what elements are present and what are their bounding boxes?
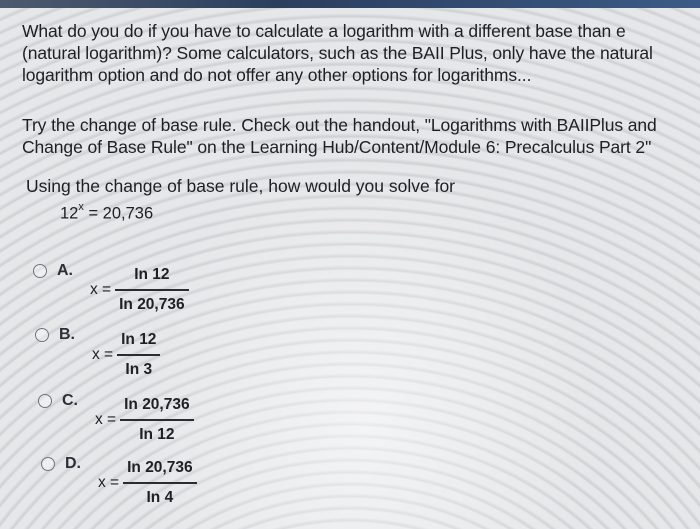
option-c-formula: [95, 396, 194, 444]
equation-base: 12: [60, 204, 79, 223]
radio-option-d[interactable]: [41, 457, 55, 471]
option-c[interactable]: [38, 392, 78, 410]
option-b-denominator: In 3: [125, 360, 153, 378]
option-a-numerator: In 12: [134, 266, 170, 283]
radio-option-a[interactable]: [33, 264, 47, 278]
option-b-fraction: [117, 331, 160, 379]
option-d-letter: D.: [65, 455, 81, 472]
hint-line-2: Change of Base Rule" on the Learning Hub/Content/Module 6: Precalculus Part 2": [22, 137, 652, 157]
option-d-numerator: In 20,736: [127, 459, 193, 476]
option-a-letter: A.: [57, 262, 73, 279]
option-b[interactable]: [35, 326, 75, 344]
option-d-formula: [98, 459, 197, 507]
option-d-lhs: x =: [98, 473, 120, 491]
option-d-denominator: In 4: [146, 488, 174, 506]
option-a-formula: [90, 266, 189, 314]
option-b-letter: B.: [59, 326, 75, 343]
intro-line-3: logarithm option and do not offer any other options for logarithms...: [22, 65, 532, 85]
option-c-denominator: In 12: [139, 425, 175, 443]
option-b-formula: [92, 331, 160, 379]
equation-exponent: x: [78, 201, 84, 213]
option-c-fraction: [120, 396, 194, 444]
option-a-lhs: x =: [90, 280, 112, 298]
option-a[interactable]: [33, 262, 73, 280]
hint-paragraph: [22, 114, 692, 158]
top-bar: [0, 0, 700, 8]
equation-rhs: = 20,736: [88, 204, 154, 223]
option-c-lhs: x =: [95, 410, 117, 428]
option-a-denominator: In 20,736: [119, 295, 185, 313]
intro-line-2: (natural logarithm)? Some calculators, such as the BAII Plus, only have the natural: [22, 43, 653, 63]
option-c-numerator: In 20,736: [124, 396, 190, 413]
radio-option-b[interactable]: [35, 328, 49, 342]
hint-line-1: Try the change of base rule. Check out the handout, "Logarithms with BAIIPlus and: [22, 115, 657, 135]
option-c-letter: C.: [62, 392, 78, 409]
equation: [60, 203, 153, 224]
intro-paragraph: [22, 20, 692, 86]
option-b-lhs: x =: [92, 345, 114, 363]
option-b-numerator: In 12: [121, 331, 157, 348]
radio-option-c[interactable]: [38, 394, 52, 408]
option-a-fraction: [115, 266, 189, 314]
question-text: Using the change of base rule, how would you solve for: [26, 176, 456, 196]
option-d[interactable]: [41, 455, 81, 473]
intro-line-1: What do you do if you have to calculate a logarithm with a different base than e: [22, 21, 626, 41]
option-d-fraction: [123, 459, 197, 507]
